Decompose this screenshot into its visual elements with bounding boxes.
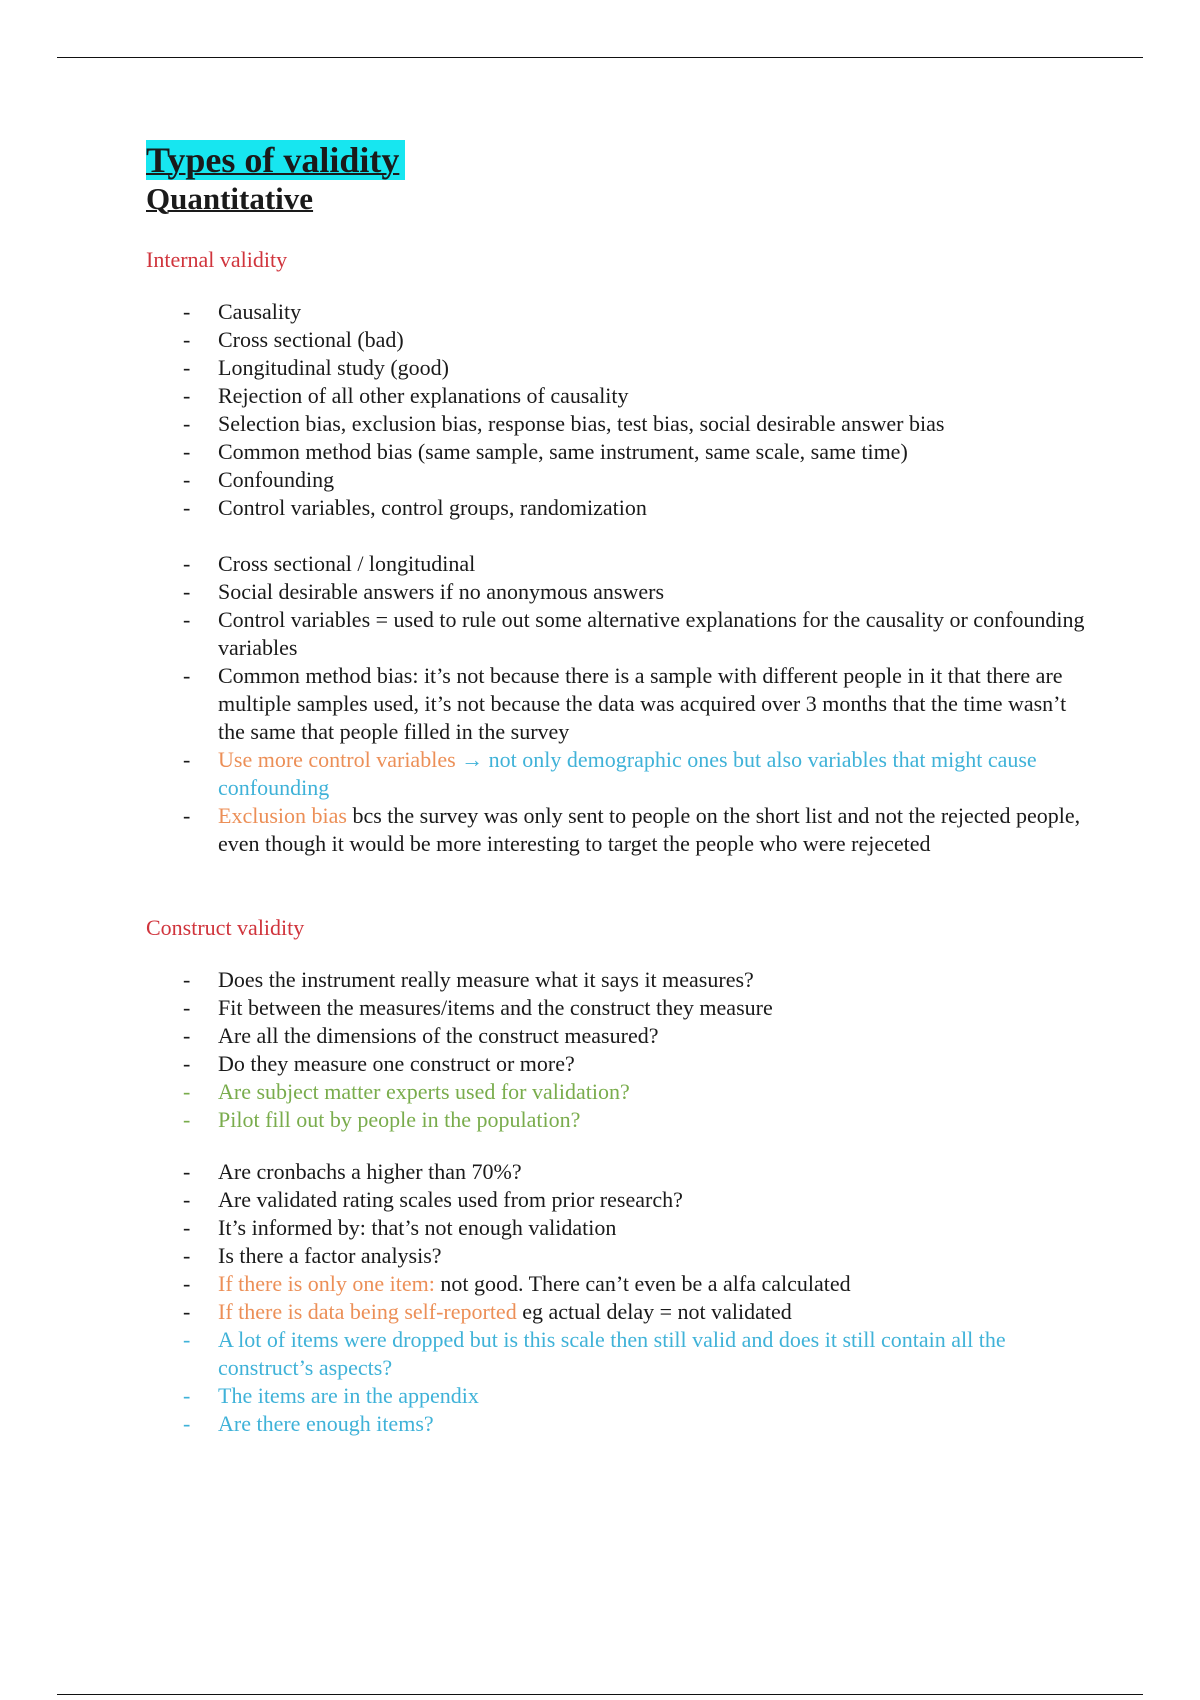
list-item: - Control variables = used to rule out some alternative explanations for the causality or confounding variables: [146, 606, 1086, 662]
construct-list-2: [146, 1158, 1086, 1438]
document-title: Types of validity: [146, 140, 1086, 180]
list-item: - Are all the dimensions of the construct measured?: [146, 1022, 1086, 1050]
list-item-self-reported: - If there is data being self-reported eg actual delay = not validated: [146, 1298, 1086, 1326]
construct-validity-heading: Construct validity: [146, 915, 305, 940]
list-item: - Common method bias: it’s not because there is a sample with different people in it that there are multiple samples used, it’s not because the data was acquired over 3 months that the time wasn’t the same that people filled in the survey: [146, 662, 1086, 746]
list-item: - Confounding: [146, 466, 1086, 494]
list-item: - Selection bias, exclusion bias, response bias, test bias, social desirable answer bias: [146, 410, 1086, 438]
list-item: - Are validated rating scales used from prior research?: [146, 1186, 1086, 1214]
document-subtitle: Quantitative: [146, 181, 314, 216]
list-item: - Longitudinal study (good): [146, 354, 1086, 382]
list-item: - Do they measure one construct or more?: [146, 1050, 1086, 1078]
internal-list-2: [146, 550, 1086, 858]
list-item: - Cross sectional (bad): [146, 326, 1086, 354]
list-item: - Social desirable answers if no anonymous answers: [146, 578, 1086, 606]
internal-validity-heading: Internal validity: [146, 247, 288, 272]
list-item: - Causality: [146, 298, 1086, 326]
list-item: - Cross sectional / longitudinal: [146, 550, 1086, 578]
construct-list-1: [146, 966, 1086, 1134]
list-item-green: - Pilot fill out by people in the population?: [146, 1106, 1086, 1134]
arrow-right-icon: →: [461, 747, 484, 772]
list-item: - Are cronbachs a higher than 70%?: [146, 1158, 1086, 1186]
list-item: - Is there a factor analysis?: [146, 1242, 1086, 1270]
footer-rule: [57, 1694, 1143, 1695]
document-body: [146, 140, 1086, 1438]
internal-list-1: [146, 298, 1086, 522]
list-item-control-variables: - Use more control variables → not only demographic ones but also variables that might cause confounding: [146, 746, 1086, 802]
list-item-one-item: - If there is only one item: not good. There can’t even be a alfa calculated: [146, 1270, 1086, 1298]
list-item: - It’s informed by: that’s not enough validation: [146, 1214, 1086, 1242]
list-item-blue: - A lot of items were dropped but is this scale then still valid and does it still contain all the construct’s aspects?: [146, 1326, 1086, 1382]
list-item: - Does the instrument really measure what it says it measures?: [146, 966, 1086, 994]
list-item-exclusion-bias: - Exclusion bias bcs the survey was only sent to people on the short list and not the rejected people, even though it would be more interesting to target the people who were rejeceted: [146, 802, 1086, 858]
list-item-green: - Are subject matter experts used for validation?: [146, 1078, 1086, 1106]
list-item: - Fit between the measures/items and the construct they measure: [146, 994, 1086, 1022]
list-item: - Rejection of all other explanations of causality: [146, 382, 1086, 410]
list-item: - Control variables, control groups, randomization: [146, 494, 1086, 522]
list-item-blue: - Are there enough items?: [146, 1410, 1086, 1438]
header-rule: [57, 57, 1143, 58]
list-item: - Common method bias (same sample, same instrument, same scale, same time): [146, 438, 1086, 466]
list-item-blue: - The items are in the appendix: [146, 1382, 1086, 1410]
